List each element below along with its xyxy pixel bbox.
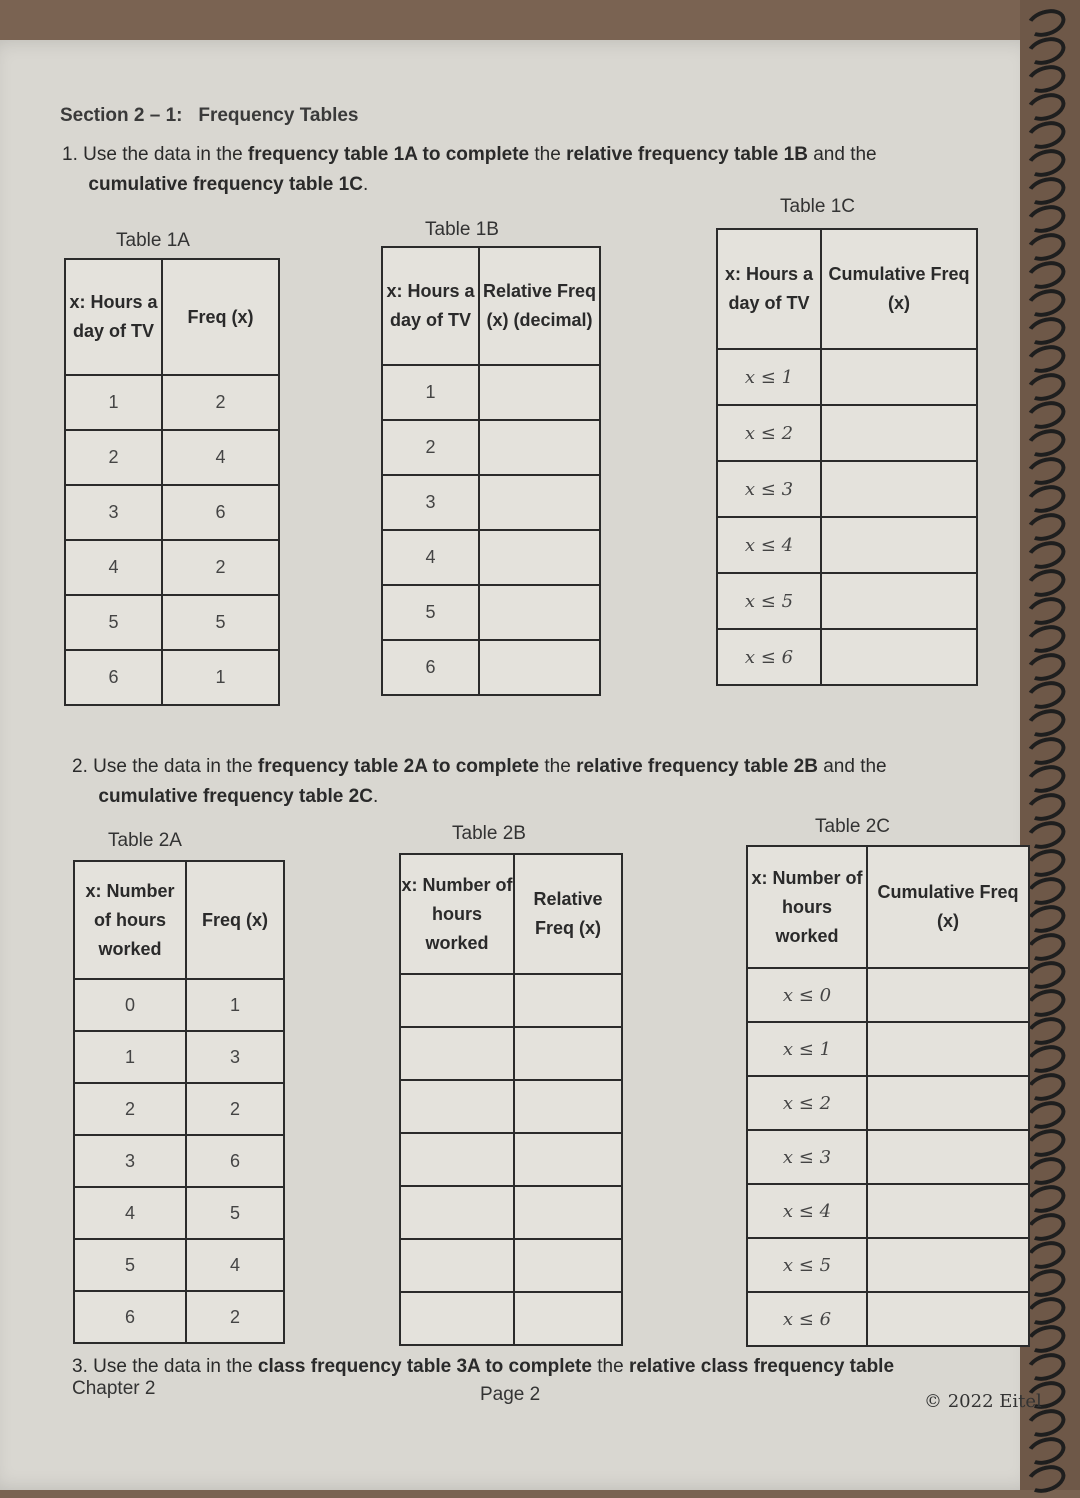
spiral-coil	[1023, 564, 1069, 601]
table-row	[747, 1292, 1029, 1346]
table-row	[382, 420, 600, 475]
spiral-coil	[1023, 116, 1069, 153]
blank-answer-cell	[479, 585, 600, 640]
spiral-coil	[1023, 676, 1069, 713]
x-label-cell: 3	[382, 475, 479, 530]
freq-value-cell: 2	[186, 1083, 284, 1135]
table-row	[400, 1239, 622, 1292]
x-value-cell: 1	[74, 1031, 186, 1083]
blank-answer-cell	[479, 530, 600, 585]
blank-answer-cell	[514, 1080, 622, 1133]
q2-bold-2: relative frequency table 2B	[576, 756, 818, 777]
spiral-coil	[1023, 4, 1069, 41]
freq-value-cell: 3	[186, 1031, 284, 1083]
blank-answer-cell	[514, 1133, 622, 1186]
q1-text-2: the	[529, 144, 567, 165]
x-value-cell: 6	[74, 1291, 186, 1343]
blank-answer-cell	[514, 1292, 622, 1345]
x-label-cell: 1	[382, 365, 479, 420]
table-row	[747, 1022, 1029, 1076]
table-row	[400, 974, 622, 1027]
spiral-coil	[1023, 256, 1069, 293]
table-row	[65, 485, 279, 540]
blank-answer-cell	[821, 461, 977, 517]
table-row	[65, 375, 279, 430]
blank-answer-cell	[400, 974, 514, 1027]
table-row	[400, 1027, 622, 1080]
blank-answer-cell	[514, 974, 622, 1027]
table-row	[65, 650, 279, 705]
spiral-coil	[1023, 340, 1069, 377]
table-1c-caption: Table 1C	[780, 196, 855, 217]
spiral-coil	[1023, 480, 1069, 517]
spiral-coil	[1023, 1432, 1069, 1469]
spiral-coil	[1023, 284, 1069, 321]
spiral-coil	[1023, 228, 1069, 265]
table-row	[382, 530, 600, 585]
blank-answer-cell	[400, 1292, 514, 1345]
footer-chapter: Chapter 2	[72, 1378, 156, 1399]
table-1a	[64, 258, 280, 706]
table-row	[717, 461, 977, 517]
table-row	[382, 475, 600, 530]
table-1b	[381, 246, 601, 696]
x-value-cell: 1	[65, 375, 162, 430]
blank-answer-cell	[821, 573, 977, 629]
table-row	[74, 1135, 284, 1187]
x-label-cell: 5	[382, 585, 479, 640]
table-2a-header-x: x: Number of hours worked	[74, 861, 186, 979]
spiral-coil	[1023, 200, 1069, 237]
table-1a-header-x: x: Hours a day of TV	[65, 259, 162, 375]
x-value-cell: 5	[74, 1239, 186, 1291]
spiral-coil	[1023, 312, 1069, 349]
q2-bold-3: cumulative frequency table 2C	[98, 786, 373, 807]
q1-bold-1: frequency table 1A to complete	[247, 144, 530, 165]
blank-answer-cell	[514, 1186, 622, 1239]
section-heading	[60, 105, 359, 127]
spiral-coil	[1023, 620, 1069, 657]
freq-value-cell: 1	[162, 650, 279, 705]
table-1c-header-cumfreq: Cumulative Freq (x)	[821, 229, 977, 349]
spiral-coil	[1023, 32, 1069, 69]
table-row	[74, 1083, 284, 1135]
x-value-cell: 3	[74, 1135, 186, 1187]
x-label-cell: x ≤ 4	[717, 517, 821, 573]
spiral-coil	[1023, 1460, 1069, 1497]
x-label-cell: 2	[382, 420, 479, 475]
blank-answer-cell	[400, 1080, 514, 1133]
blank-answer-cell	[867, 1292, 1029, 1346]
table-row	[400, 1080, 622, 1133]
x-label-cell: x ≤ 5	[717, 573, 821, 629]
q2-text-2: the	[539, 756, 577, 777]
x-value-cell: 3	[65, 485, 162, 540]
q3-text-1: Use the data in the	[93, 1356, 258, 1377]
x-value-cell: 0	[74, 979, 186, 1031]
table-2c-header-cumfreq: Cumulative Freq (x)	[867, 846, 1029, 968]
x-label-cell: x ≤ 1	[717, 349, 821, 405]
q3-bold-2: relative class frequency table	[628, 1356, 895, 1377]
table-row	[717, 405, 977, 461]
blank-answer-cell	[400, 1027, 514, 1080]
blank-answer-cell	[821, 349, 977, 405]
spiral-coil	[1023, 144, 1069, 181]
q1-bold-3: cumulative frequency table 1C	[88, 174, 363, 195]
spiral-coil	[1023, 648, 1069, 685]
freq-value-cell: 2	[186, 1291, 284, 1343]
table-1a-caption: Table 1A	[116, 230, 190, 251]
blank-answer-cell	[479, 420, 600, 475]
blank-answer-cell	[514, 1239, 622, 1292]
table-row	[382, 585, 600, 640]
table-2a-caption: Table 2A	[108, 830, 182, 851]
q1-text-4: .	[362, 174, 369, 195]
blank-answer-cell	[821, 629, 977, 685]
table-2b-header-relfreq: Relative Freq (x)	[514, 854, 622, 974]
table-row	[65, 595, 279, 650]
question-2	[72, 752, 1032, 812]
blank-answer-cell	[867, 1076, 1029, 1130]
blank-answer-cell	[821, 517, 977, 573]
footer-page: Page 2	[480, 1384, 541, 1405]
table-2b-caption: Table 2B	[452, 823, 526, 844]
blank-answer-cell	[479, 640, 600, 695]
freq-value-cell: 5	[162, 595, 279, 650]
table-row	[717, 517, 977, 573]
q2-text-1: Use the data in the	[93, 756, 258, 777]
freq-value-cell: 2	[162, 375, 279, 430]
table-1c	[716, 228, 978, 686]
table-row	[382, 365, 600, 420]
spiral-coil	[1023, 396, 1069, 433]
q1-bold-2: relative frequency table 1B	[566, 144, 808, 165]
x-value-cell: 4	[65, 540, 162, 595]
x-label-cell: x ≤ 2	[717, 405, 821, 461]
table-row	[74, 1239, 284, 1291]
x-label-cell: x ≤ 6	[747, 1292, 867, 1346]
x-label-cell: x ≤ 3	[747, 1130, 867, 1184]
freq-value-cell: 4	[162, 430, 279, 485]
table-row	[65, 430, 279, 485]
table-row	[747, 1130, 1029, 1184]
blank-answer-cell	[867, 968, 1029, 1022]
table-row	[717, 349, 977, 405]
blank-answer-cell	[821, 405, 977, 461]
table-1b-header-relfreq: Relative Freq (x) (decimal)	[479, 247, 600, 365]
table-2a	[73, 860, 285, 1344]
blank-answer-cell	[867, 1130, 1029, 1184]
table-1c-header-x: x: Hours a day of TV	[717, 229, 821, 349]
x-label-cell: x ≤ 2	[747, 1076, 867, 1130]
question-3	[72, 1352, 1062, 1382]
freq-value-cell: 5	[186, 1187, 284, 1239]
x-label-cell: x ≤ 0	[747, 968, 867, 1022]
spiral-coil	[1023, 508, 1069, 545]
table-row	[717, 629, 977, 685]
x-label-cell: 4	[382, 530, 479, 585]
x-label-cell: x ≤ 1	[747, 1022, 867, 1076]
section-number: Section 2 – 1:	[60, 105, 183, 126]
x-value-cell: 2	[65, 430, 162, 485]
spiral-coil	[1023, 536, 1069, 573]
footer-copyright: © 2022 Eitel	[924, 1391, 1042, 1412]
blank-answer-cell	[400, 1239, 514, 1292]
x-label-cell: x ≤ 6	[717, 629, 821, 685]
q1-text-1: Use the data in the	[83, 144, 248, 165]
blank-answer-cell	[867, 1022, 1029, 1076]
x-value-cell: 4	[74, 1187, 186, 1239]
table-2b-header-x: x: Number of hours worked	[400, 854, 514, 974]
table-row	[747, 1076, 1029, 1130]
q3-bold-1: class frequency table 3A to complete	[257, 1356, 592, 1377]
table-row	[747, 1184, 1029, 1238]
spiral-coil	[1023, 424, 1069, 461]
spiral-coil	[1023, 60, 1069, 97]
table-2a-header-freq: Freq (x)	[186, 861, 284, 979]
q1-number: 1.	[62, 144, 78, 165]
table-row	[74, 1031, 284, 1083]
q2-bold-1: frequency table 2A to complete	[257, 756, 540, 777]
blank-answer-cell	[400, 1186, 514, 1239]
freq-value-cell: 2	[162, 540, 279, 595]
x-value-cell: 6	[65, 650, 162, 705]
freq-value-cell: 1	[186, 979, 284, 1031]
blank-answer-cell	[400, 1133, 514, 1186]
table-row	[400, 1186, 622, 1239]
q2-text-4: .	[372, 786, 379, 807]
blank-answer-cell	[479, 365, 600, 420]
table-2c	[746, 845, 1030, 1347]
table-row	[400, 1133, 622, 1186]
blank-answer-cell	[514, 1027, 622, 1080]
q3-number: 3.	[72, 1356, 88, 1377]
table-row	[747, 968, 1029, 1022]
x-label-cell: 6	[382, 640, 479, 695]
spiral-coil	[1023, 172, 1069, 209]
table-row	[74, 1187, 284, 1239]
table-row	[717, 573, 977, 629]
blank-answer-cell	[479, 475, 600, 530]
table-2c-caption: Table 2C	[815, 816, 890, 837]
q2-number: 2.	[72, 756, 88, 777]
q1-text-3: and the	[807, 144, 877, 165]
table-1b-caption: Table 1B	[425, 219, 499, 240]
table-row	[382, 640, 600, 695]
table-1a-header-freq: Freq (x)	[162, 259, 279, 375]
table-row	[65, 540, 279, 595]
x-label-cell: x ≤ 5	[747, 1238, 867, 1292]
freq-value-cell: 6	[186, 1135, 284, 1187]
spiral-coil	[1023, 592, 1069, 629]
question-1	[62, 140, 1002, 200]
freq-value-cell: 4	[186, 1239, 284, 1291]
table-row	[74, 979, 284, 1031]
table-row	[400, 1292, 622, 1345]
table-1b-header-x: x: Hours a day of TV	[382, 247, 479, 365]
spiral-coil	[1023, 704, 1069, 741]
q2-text-3: and the	[817, 756, 887, 777]
spiral-coil	[1023, 88, 1069, 125]
x-label-cell: x ≤ 3	[717, 461, 821, 517]
table-2b	[399, 853, 623, 1346]
freq-value-cell: 6	[162, 485, 279, 540]
blank-answer-cell	[867, 1184, 1029, 1238]
table-row	[747, 1238, 1029, 1292]
spiral-coil	[1023, 452, 1069, 489]
q3-text-2: the	[591, 1356, 629, 1377]
x-value-cell: 5	[65, 595, 162, 650]
blank-answer-cell	[867, 1238, 1029, 1292]
x-label-cell: x ≤ 4	[747, 1184, 867, 1238]
table-2c-header-x: x: Number of hours worked	[747, 846, 867, 968]
spiral-coil	[1023, 368, 1069, 405]
section-title: Frequency Tables	[198, 105, 359, 126]
table-row	[74, 1291, 284, 1343]
x-value-cell: 2	[74, 1083, 186, 1135]
